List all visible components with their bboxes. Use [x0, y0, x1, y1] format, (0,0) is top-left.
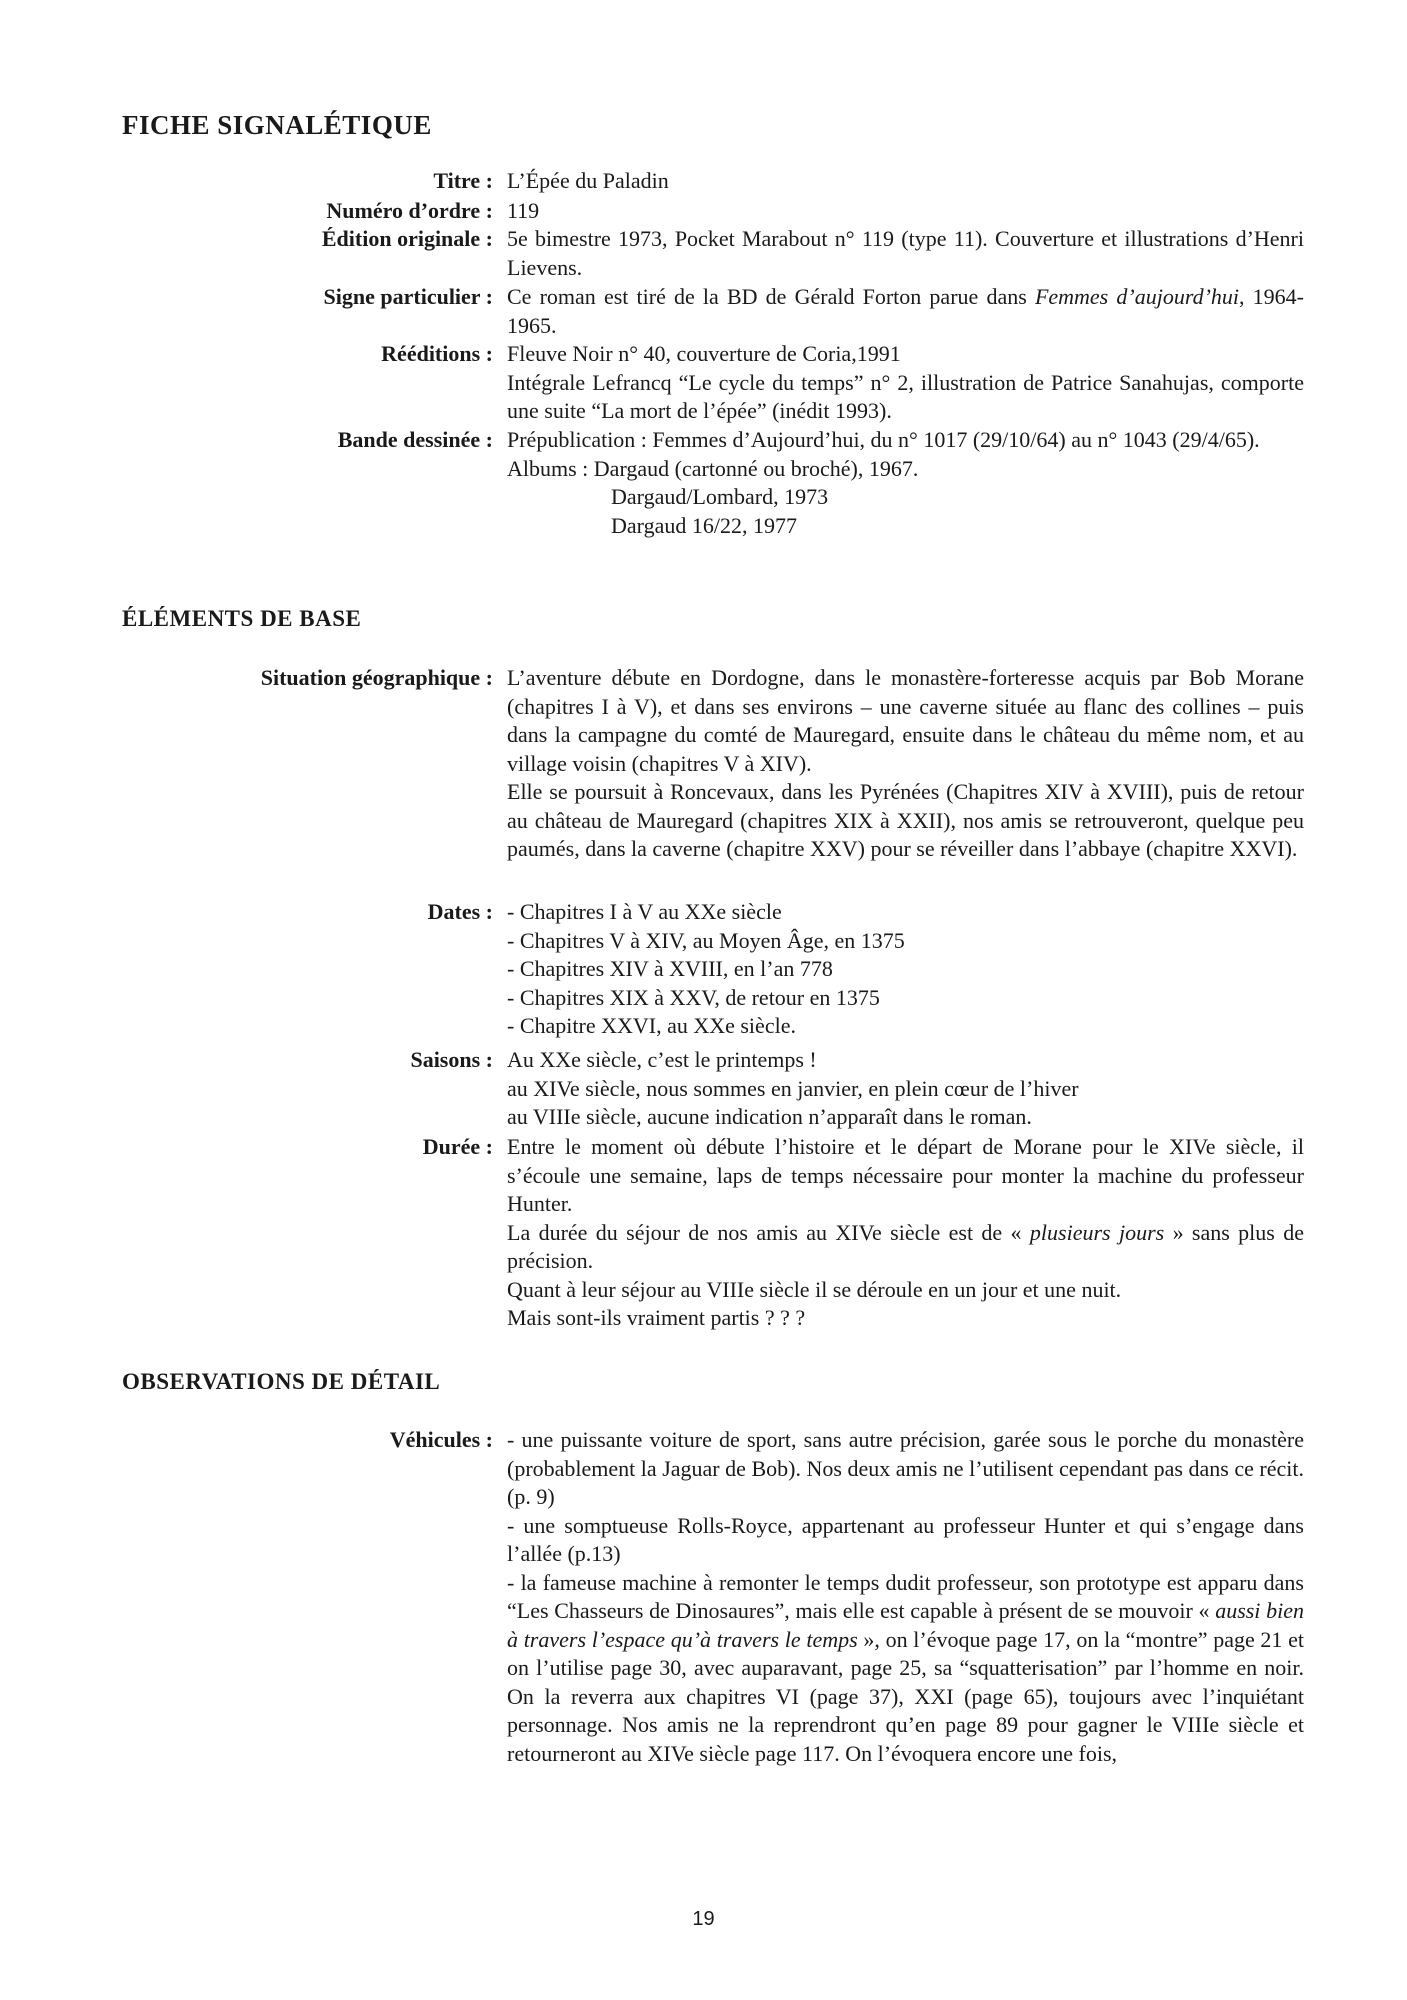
saison-line: au VIIIe siècle, aucune indication n’apparaît dans le roman. — [507, 1104, 1032, 1129]
vehicule-paragraph: - une puissante voiture de sport, sans autre précision, garée sous le porche du monastère (probablement la Jaguar de Bob). Nos deux amis ne l’utilisent cependant pas dans ce récit. (p. 9) — [507, 1427, 1304, 1509]
label-duree: Durée : — [422, 1134, 493, 1159]
saison-line: au XIVe siècle, nous sommes en janvier, en plein cœur de l’hiver — [507, 1075, 1079, 1101]
section-title-fiche: FICHE SIGNALÉTIQUE — [122, 110, 432, 140]
reedition-line: Fleuve Noir n° 40, couverture de Coria,1991 — [507, 341, 901, 366]
label-edition: Édition originale : — [321, 226, 493, 251]
vehicule-italic: aussi bien à travers l’espace qu’à travers le temps — [507, 1598, 1304, 1652]
label-signe: Signe particulier : — [323, 284, 493, 309]
duree-text: La durée du séjour de nos amis au XIVe siècle est de « — [507, 1219, 1030, 1245]
vehicule-text: - la fameuse machine à remonter le temps dudit professeur, son prototype est apparu dans “Les Chasseurs de Dinosaures”, mais elle est capable à présent de se mouvoir « — [507, 1569, 1304, 1623]
section-title-observations: OBSERVATIONS DE DÉTAIL — [122, 1369, 441, 1394]
value-saisons — [507, 1046, 1304, 1132]
label-dates: Dates : — [427, 899, 493, 924]
value-vehicules — [507, 1426, 1304, 1768]
label-vehicules: Véhicules : — [389, 1427, 493, 1452]
value-reeditions — [507, 340, 1304, 426]
duree-text-end: » sans plus de précision. — [507, 1219, 1304, 1273]
date-line: - Chapitres XIX à XXV, de retour en 1375 — [507, 984, 880, 1010]
label-saisons: Saisons : — [410, 1047, 493, 1072]
saison-line: Au XXe siècle, c’est le printemps ! — [507, 1047, 817, 1072]
value-numero: 119 — [507, 198, 540, 223]
duree-paragraph: Mais sont-ils vraiment partis ? ? ? — [507, 1305, 806, 1330]
signe-text: Ce roman est tiré de la BD de Gérald Forton parue dans — [507, 284, 1035, 309]
bd-album: Dargaud/Lombard, 1973 — [611, 484, 829, 509]
value-edition: 5e bimestre 1973, Pocket Marabout n° 119 (type 11). Couverture et illustrations d’Henri Lievens. — [507, 226, 1304, 280]
signe-italic: Femmes d’aujourd’hui — [1034, 284, 1240, 309]
date-line: - Chapitres XIV à XVIII, en l’an 778 — [507, 956, 833, 981]
situation-paragraph: Elle se poursuit à Roncevaux, dans les Pyrénées (Chapitres XIV à XVIII), puis de retour au château de Mauregard (chapitres XIX à XXII), nos amis se retrouveront, quelque peu paumés, dans la caverne (chapitre XXV) pour se réveiller dans l’abbaye (chapitre XXVI). — [507, 779, 1304, 861]
vehicule-text-end: », on l’évoque page 17, on la “montre” page 21 et on l’utilise page 30, avec auparavant, page 25, sa “squatterisation” par l’homme en noir. On la reverra aux chapitres VI (page 37), XXI (page 65), toujours avec l’inquiétant personnage. Nos amis ne la reprendront qu’en page 89 pour gagner le VIIIe siècle et retourneront au XIVe siècle page 117. On l’évoquera encore une fois, — [507, 1626, 1305, 1766]
bd-album: Albums : Dargaud (cartonné ou broché), 1967. — [507, 455, 919, 481]
date-line: - Chapitres I à V au XXe siècle — [507, 899, 782, 924]
value-titre: L’Épée du Paladin — [507, 168, 669, 193]
duree-paragraph: Entre le moment où débute l’histoire et le départ de Morane pour le XIVe siècle, il s’écoule une semaine, laps de temps nécessaire pour monter la machine du professeur Hunter. — [507, 1134, 1304, 1216]
vehicule-paragraph — [507, 1569, 1304, 1769]
label-situation: Situation géographique : — [260, 665, 493, 690]
value-dates — [507, 898, 1304, 1041]
value-signe — [507, 283, 1304, 340]
reedition-line: Intégrale Lefrancq “Le cycle du temps” n° 2, illustration de Patrice Sanahujas, comporte une suite “La mort de l’épée” (inédit 1993). — [507, 369, 1304, 423]
value-situation — [507, 664, 1304, 864]
duree-italic: plusieurs jours — [1029, 1219, 1165, 1245]
section-title-elements: ÉLÉMENTS DE BASE — [122, 606, 362, 631]
date-line: - Chapitres V à XIV, au Moyen Âge, en 1375 — [507, 927, 905, 953]
duree-paragraph: Quant à leur séjour au VIIIe siècle il se déroule en un jour et une nuit. — [507, 1276, 1122, 1302]
value-duree — [507, 1133, 1304, 1333]
label-numero: Numéro d’ordre : — [326, 198, 493, 223]
bd-album: Dargaud 16/22, 1977 — [611, 512, 797, 538]
vehicule-paragraph: - une somptueuse Rolls-Royce, appartenant au professeur Hunter et qui s’engage dans l’allée (p.13) — [507, 1512, 1304, 1566]
situation-paragraph: L’aventure débute en Dordogne, dans le monastère-forteresse acquis par Bob Morane (chapitres I à V), et dans ses environs – une caverne située au flanc des collines – puis dans la campagne du comté de Mauregard, ensuite dans le château du même nom, et au village voisin (chapitres V à XIV). — [507, 665, 1304, 776]
bd-prepub: Prépublication : Femmes d’Aujourd’hui, du n° 1017 (29/10/64) au n° 1043 (29/4/65). — [507, 427, 1260, 452]
label-bd: Bande dessinée : — [337, 427, 493, 452]
page-number: 19 — [692, 1908, 715, 1930]
value-bd — [507, 426, 1304, 540]
label-titre: Titre : — [433, 168, 493, 193]
date-line: - Chapitre XXVI, au XXe siècle. — [507, 1013, 796, 1038]
label-reeditions: Rééditions : — [381, 341, 493, 366]
signe-text-end: , 1964-1965. — [507, 284, 1305, 338]
duree-paragraph — [507, 1219, 1304, 1276]
